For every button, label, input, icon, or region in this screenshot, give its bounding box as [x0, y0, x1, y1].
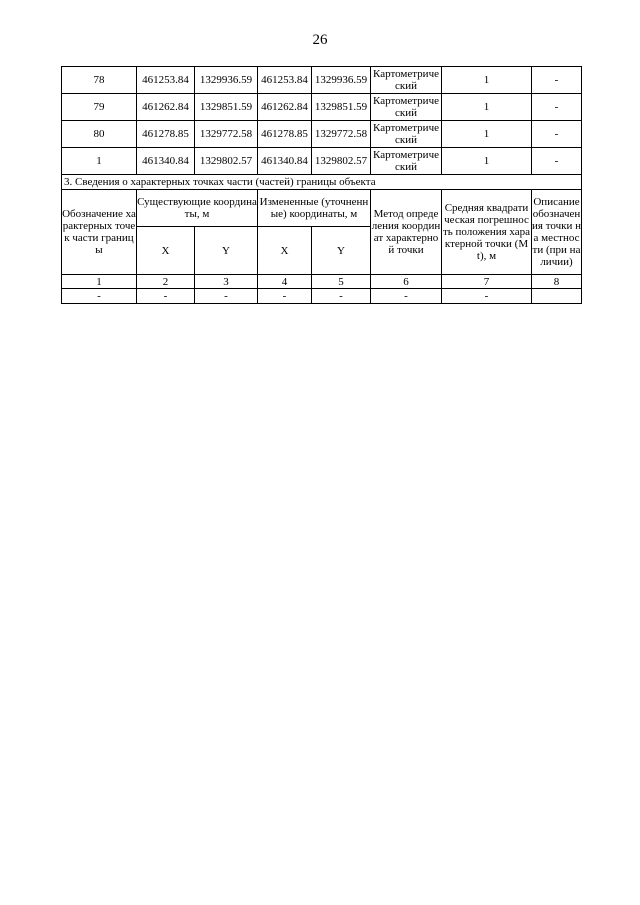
point-number-cell: 78 — [62, 67, 137, 94]
description-cell: - — [532, 94, 582, 121]
empty-cell: - — [371, 289, 442, 304]
y-new-coord-cell: 1329772.58 — [312, 121, 371, 148]
empty-cell: - — [137, 289, 195, 304]
table-row — [62, 148, 582, 175]
empty-cell — [532, 289, 582, 304]
point-number-cell: 79 — [62, 94, 137, 121]
x-coord-cell: 461340.84 — [137, 148, 195, 175]
y-coord-cell: 1329802.57 — [195, 148, 258, 175]
y-coord-cell: 1329936.59 — [195, 67, 258, 94]
column-number: 1 — [62, 275, 137, 289]
column-number: 2 — [137, 275, 195, 289]
point-number-cell: 1 — [62, 148, 137, 175]
empty-cell: - — [195, 289, 258, 304]
header-changed-coords: Измененные (уточненные) координаты, м — [258, 190, 371, 227]
header-x-existing: X — [137, 227, 195, 275]
section-title: 3. Сведения о характерных точках части (частей) границы объекта — [62, 175, 582, 190]
precision-cell: 1 — [442, 67, 532, 94]
header-x-changed: X — [258, 227, 312, 275]
page-number: 26 — [312, 32, 328, 48]
method-cell: Картометрический — [371, 121, 442, 148]
section-title-row — [62, 175, 582, 190]
empty-cell: - — [442, 289, 532, 304]
column-number: 7 — [442, 275, 532, 289]
y-coord-cell: 1329772.58 — [195, 121, 258, 148]
header-point-designation: Обозначение характерных точек части границы — [62, 190, 137, 275]
header-row — [62, 190, 582, 227]
y-new-coord-cell: 1329802.57 — [312, 148, 371, 175]
x-new-coord-cell: 461340.84 — [258, 148, 312, 175]
column-number-row — [62, 275, 582, 289]
column-number: 4 — [258, 275, 312, 289]
header-description: Описание обозначения точки на местности (при наличии) — [532, 190, 582, 275]
empty-cell: - — [312, 289, 371, 304]
x-coord-cell: 461253.84 — [137, 67, 195, 94]
column-number: 6 — [371, 275, 442, 289]
x-coord-cell: 461262.84 — [137, 94, 195, 121]
x-coord-cell: 461278.85 — [137, 121, 195, 148]
precision-cell: 1 — [442, 121, 532, 148]
header-y-changed: Y — [312, 227, 371, 275]
precision-cell: 1 — [442, 148, 532, 175]
description-cell: - — [532, 121, 582, 148]
table-row — [62, 289, 582, 304]
column-number: 5 — [312, 275, 371, 289]
method-cell: Картометрический — [371, 67, 442, 94]
empty-cell: - — [258, 289, 312, 304]
y-new-coord-cell: 1329936.59 — [312, 67, 371, 94]
header-precision: Средняя квадратическая погрешность положения характерной точки (Mt), м — [442, 190, 532, 275]
method-cell: Картометрический — [371, 94, 442, 121]
table-row — [62, 94, 582, 121]
x-new-coord-cell: 461262.84 — [258, 94, 312, 121]
header-method: Метод определения координат характерной точки — [371, 190, 442, 275]
point-number-cell: 80 — [62, 121, 137, 148]
column-number: 8 — [532, 275, 582, 289]
table-row — [62, 121, 582, 148]
header-existing-coords: Существующие координаты, м — [137, 190, 258, 227]
precision-cell: 1 — [442, 94, 532, 121]
description-cell: - — [532, 67, 582, 94]
y-new-coord-cell: 1329851.59 — [312, 94, 371, 121]
column-number: 3 — [195, 275, 258, 289]
x-new-coord-cell: 461253.84 — [258, 67, 312, 94]
x-new-coord-cell: 461278.85 — [258, 121, 312, 148]
y-coord-cell: 1329851.59 — [195, 94, 258, 121]
table-row — [62, 67, 582, 94]
empty-cell: - — [62, 289, 137, 304]
description-cell: - — [532, 148, 582, 175]
boundary-points-table — [61, 66, 582, 304]
method-cell: Картометрический — [371, 148, 442, 175]
header-y-existing: Y — [195, 227, 258, 275]
